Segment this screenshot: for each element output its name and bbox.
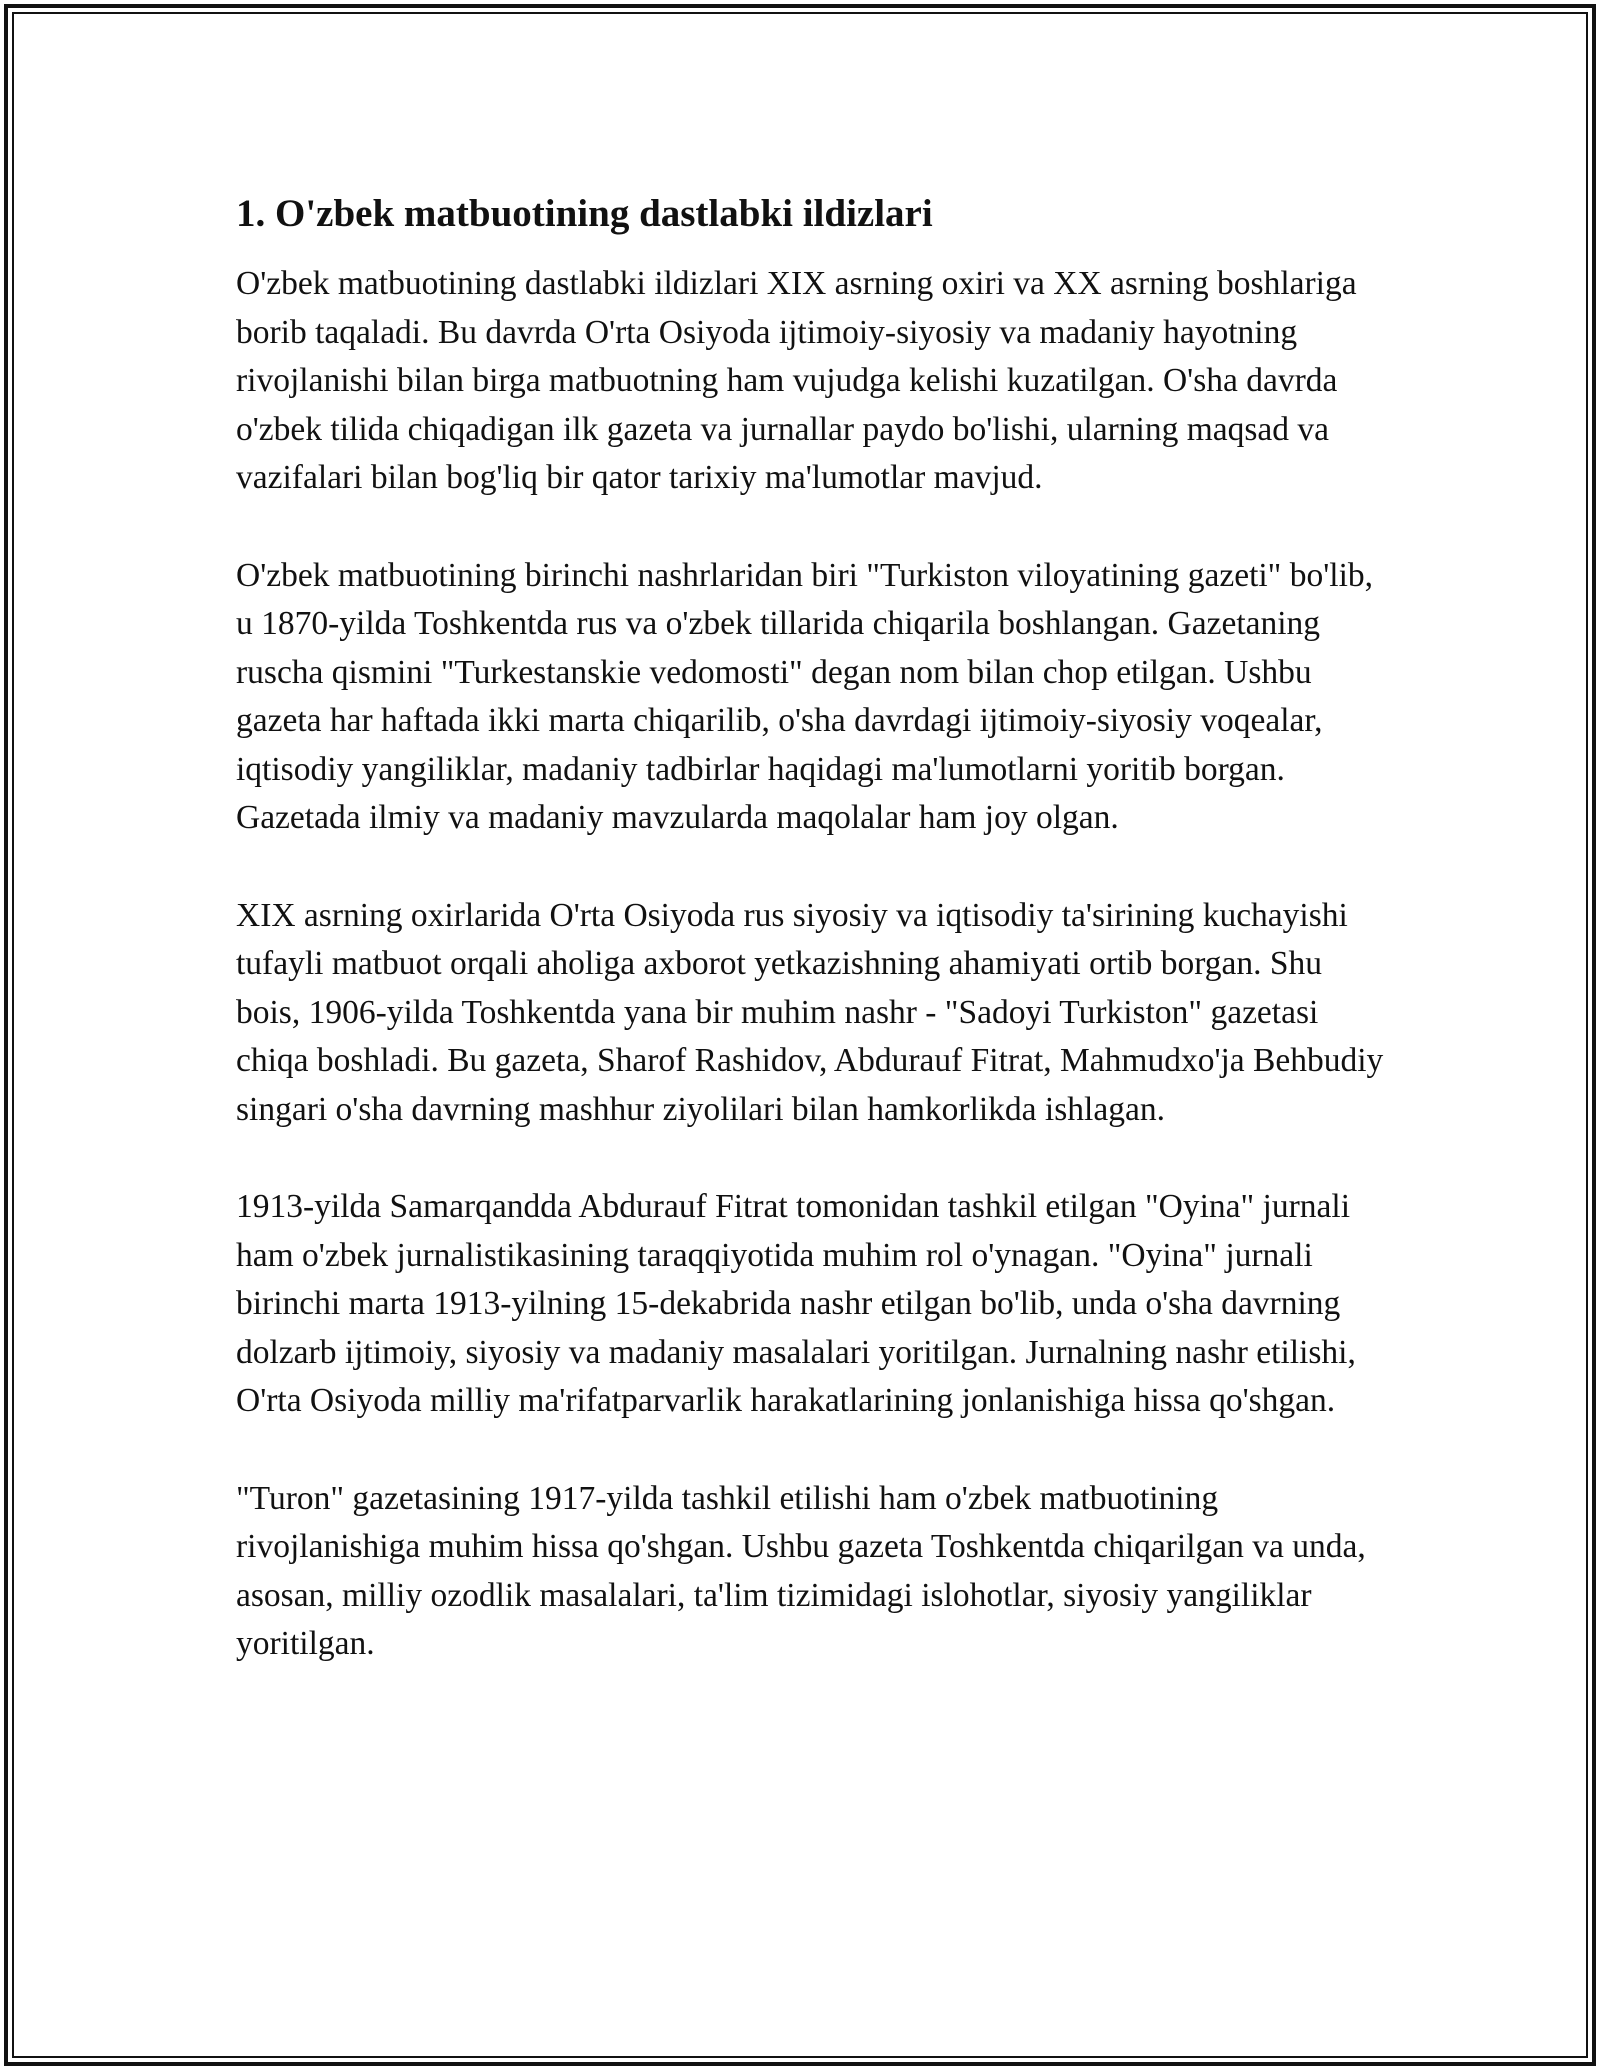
- section-heading: 1. O'zbek matbuotining dastlabki ildizlari: [236, 192, 933, 235]
- paragraph-5: "Turon" gazetasining 1917-yilda tashkil etilishi ham o'zbek matbuotining rivojlanishiga muhim hissa qo'shgan. Ushbu gazeta Toshkentda chiqarilgan va unda, asosan, milliy ozodlik masalalari, ta'lim tizimidagi islohotlar, siyosiy yangiliklar yoritilgan.: [236, 1479, 1366, 1662]
- paragraph-1: O'zbek matbuotining dastlabki ildizlari XIX asrning oxiri va XX asrning boshlariga borib taqaladi. Bu davrda O'rta Osiyoda ijtimoiy-siyosiy va madaniy hayotning rivojlanishi bilan birga matbuotning ham vujudga kelishi kuzatilgan. O'sha davrda o'zbek tilida chiqadigan ilk gazeta va jurnallar paydo bo'lishi, ularning maqsad va vazifalari bilan bog'liq bir qator tarixiy ma'lumotlar mavjud.: [236, 265, 1357, 496]
- paragraph-2: O'zbek matbuotining birinchi nashrlaridan biri "Turkiston viloyatining gazeti" bo'lib, u 1870-yilda Toshkentda rus va o'zbek tillarida chiqarila boshlangan. Gazetaning ruscha qismini "Turkestanskie vedomosti" degan nom bilan chop etilgan. Ushbu gazeta har haftada ikki marta chiqarilib, o'sha davrdagi ijtimoiy-siyosiy voqealar, iqtisodiy yangiliklar, madaniy tadbirlar haqidagi ma'lumotlarni yoritib borgan. Gazetada ilmiy va madaniy mavzularda maqolalar ham joy olgan.: [236, 556, 1374, 836]
- paragraph-3: XIX asrning oxirlarida O'rta Osiyoda rus siyosiy va iqtisodiy ta'sirining kuchayishi tufayli matbuot orqali aholiga axborot yetkazishning ahamiyati ortib borgan. Shu bois, 1906-yilda Toshkentda yana bir muhim nashr - "Sadoyi Turkiston" gazetasi chiqa boshladi. Bu gazeta, Sharof Rashidov, Abdurauf Fitrat, Mahmudxo'ja Behbudiy singari o'sha davrning mashhur ziyolilari bilan hamkorlikda ishlagan.: [236, 896, 1384, 1128]
- document-body: [236, 186, 1386, 1669]
- paragraph-4: 1913-yilda Samarqandda Abdurauf Fitrat tomonidan tashkil etilgan "Oyina" jurnali ham o'zbek jurnalistikasining taraqqiyotida muhim rol o'ynagan. "Oyina" jurnali birinchi marta 1913-yilning 15-dekabrida nashr etilgan bo'lib, unda o'sha davrning dolzarb ijtimoiy, siyosiy va madaniy masalalari yoritilgan. Jurnalning nashr etilishi, O'rta Osiyoda milliy ma'rifatparvarlik harakatlarining jonlanishiga hissa qo'shgan.: [236, 1188, 1356, 1419]
